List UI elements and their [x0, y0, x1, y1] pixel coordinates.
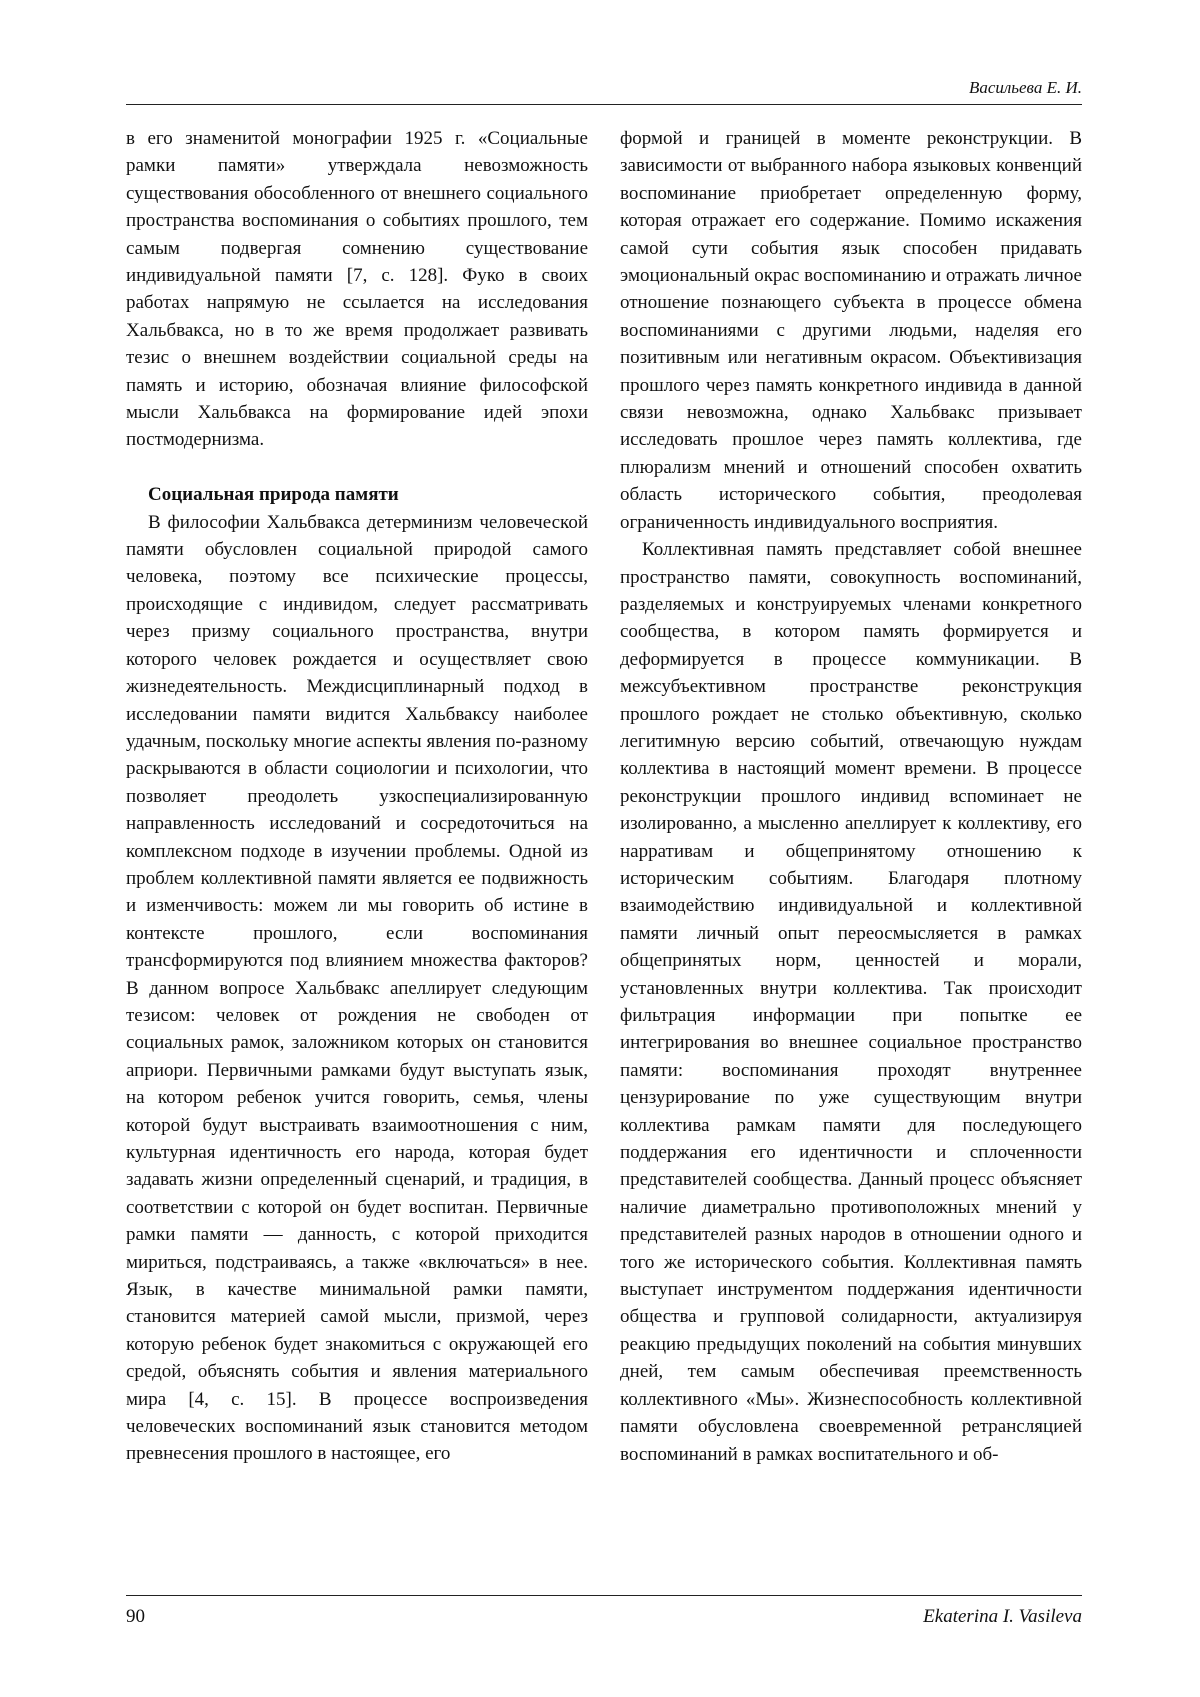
right-paragraph-main: Коллективная память представляет собой внешнее пространство памяти, совокупность воспоминаний, разделяемых и конструируемых членами конкретного сообщества, в котором память формируется и деформируется в процессе коммуникации. В межсубъективном пространстве реконструкция прошлого рождает не столько объективную, сколько легитимную версию событий, отвечающую нуждам коллектива в настоящий момент времени. В процессе реконструкции прошлого индивид вспоминает не изолированно, а мысленно апеллирует к коллективу, его нарративам и общепринятому отношению к историческим событиям. Благодаря плотному взаимодействию индивидуальной и коллективной памяти личный опыт переосмысляется в рамках общепринятых норм, ценностей и морали, установленных внутри коллектива. Так происходит фильтрация информации при попытке ее интегрирования во внешнее социальное пространство памяти: воспоминания проходят внутреннее цензурирование по уже существующим внутри коллектива рамкам памяти для последующего поддержания его идентичности и сплоченности представителей сообщества. Данный процесс объясняет наличие диаметрально противоположных мнений у представителей разных народов в отношении одного и того же исторического события. Коллективная память выступает инструментом поддержания идентичности общества и групповой солидарности, актуализируя реакцию предыдущих поколений на события минувших дней, тем самым обеспечивая преемственность коллективного «Мы». Жизнеспособность коллективной памяти обусловлена своевременной ретрансляцией воспоминаний в рамках воспитательного и об-	[620, 539, 1082, 1465]
left-paragraph-continuation: в его знаменитой монографии 1925 г. «Социальные рамки памяти» утверждала невозможность существования обособленного от внешнего социального пространства воспоминания о событиях прошлого, тем самым подвергая сомнению существование индивидуальной памяти [7, с. 128]. Фуко в своих работах напрямую не ссылается на исследования Хальбвакса, но в то же время продолжает развивать тезис о внешнем воздействии социальной среды на память и историю, обозначая влияние философской мысли Хальбвакса на формирование идей эпохи постмодернизма.	[126, 128, 588, 451]
right-column	[620, 125, 1082, 1468]
running-head-author: Васильева Е. И.	[968, 78, 1082, 97]
section-heading: Социальная природа памяти	[148, 484, 399, 506]
left-paragraph-main: В философии Хальбвакса детерминизм человеческой памяти обусловлен социальной природой самого человека, поэтому все психические процессы, происходящие с индивидом, следует рассматривать через призму социального пространства, внутри которого человек рождается и осуществляет свою жизнедеятельность. Междисциплинарный подход в исследовании памяти видится Хальбваксу наиболее удачным, поскольку многие аспекты явления по-разному раскрываются в области социологии и психологии, что позволяет преодолеть узкоспециализированную направленность исследований и сосредоточиться на комплексном подходе в изучении проблемы. Одной из проблем коллективной памяти является ее подвижность и изменчивость: можем ли мы говорить об истине в контексте прошлого, если воспоминания трансформируются под влиянием множества факторов? В данном вопросе Хальбвакс апеллирует следующим тезисом: человек от рождения не свободен от социальных рамок, заложником которых он становится априори. Первичными рамками будут выступать язык, на котором ребенок учится говорить, семья, члены которой будут выстраивать взаимоотношения с ним, культурная идентичность его народа, которая будет задавать жизни определенный сценарий, и традиция, в соответствии с которой он будет воспитан. Первичные рамки памяти — данность, с которой приходится мириться, подстраиваясь, а также «включаться» в нее. Язык, в качестве минимальной рамки памяти, становится материей самой мысли, призмой, через которую ребенок будет знакомиться с окружающей его средой, объяснять события и явления материального мира [4, с. 15]. В процессе воспроизведения человеческих воспоминаний язык становится методом превнесения прошлого в настоящее, его	[126, 511, 588, 1465]
running-head	[126, 78, 1082, 105]
page-footer	[126, 1595, 1082, 1634]
page-number: 90	[126, 1606, 145, 1627]
section-spacer	[126, 454, 588, 481]
left-column	[126, 125, 588, 1468]
footer-author: Ekaterina I. Vasileva	[923, 1606, 1082, 1627]
right-paragraph-continuation: формой и границей в моменте реконструкции. В зависимости от выбранного набора языковых конвенций воспоминание приобретает определенную форму, которая отражает его содержание. Помимо искажения самой сути события язык способен придавать эмоциональный окрас воспоминанию и отражать личное отношение познающего субъекта в процессе обмена воспоминаниями с другими людьми, наделяя его позитивным или негативным окрасом. Объективизация прошлого через память конкретного индивида в данной связи невозможна, однако Хальбвакс призывает исследовать прошлое через память коллектива, где плюрализм мнений и отношений способен охватить область исторического события, преодолевая ограниченность индивидуального восприятия.	[620, 128, 1082, 533]
